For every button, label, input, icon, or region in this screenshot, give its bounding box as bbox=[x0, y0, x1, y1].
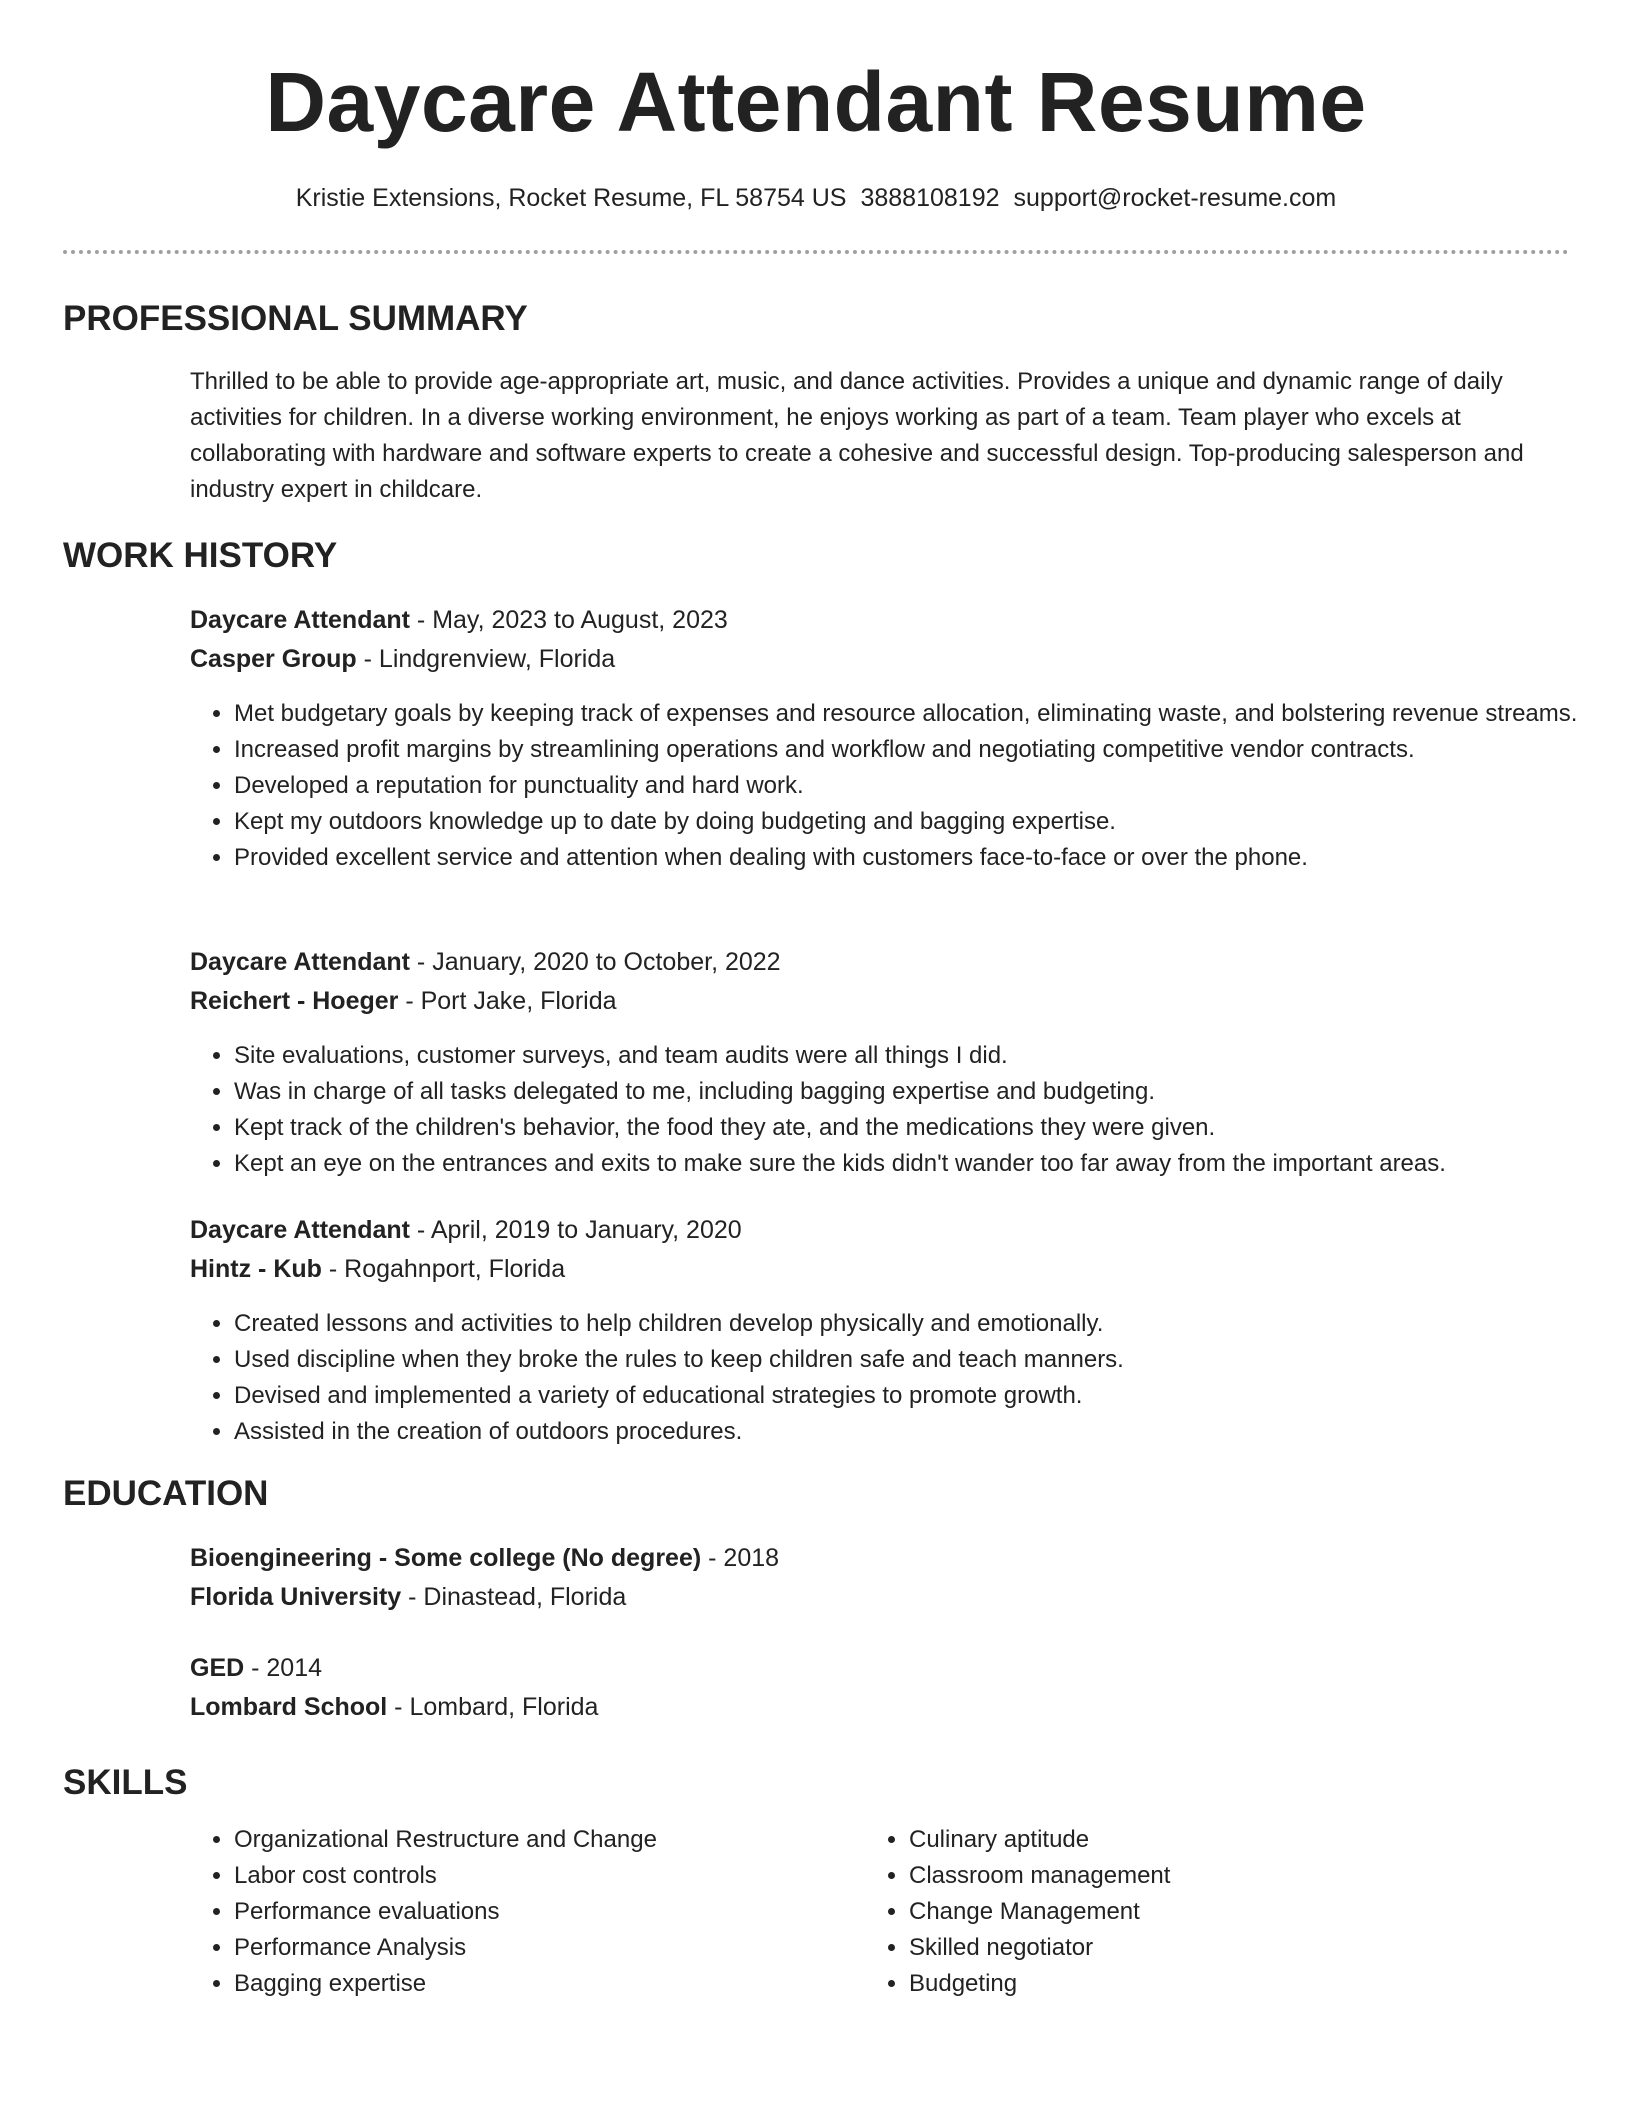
job-bullets bbox=[190, 1306, 1604, 1450]
section-title-summary: PROFESSIONAL SUMMARY bbox=[63, 299, 528, 338]
job-title: Daycare Attendant bbox=[190, 948, 410, 976]
skill-item: • Performance evaluations bbox=[234, 1894, 834, 1930]
list-item: • Met budgetary goals by keeping track of expenses and resource allocation, eliminating waste, and bolstering revenue streams. bbox=[234, 696, 1604, 732]
summary-text: Thrilled to be able to provide age-appropriate art, music, and dance activities. Provides a unique and dynamic range of daily activities for children. In a diverse working environment, he enjoys working as part of a team. Team player who excels at collaborating with hardware and software experts to create a cohesive and successful design. Top-producing salesperson and industry expert in childcare. bbox=[190, 368, 1524, 503]
education-degree-line bbox=[190, 1540, 779, 1576]
education-year: - 2018 bbox=[701, 1544, 780, 1572]
list-item: • Assisted in the creation of outdoors procedures. bbox=[234, 1414, 1604, 1450]
list-item: • Kept track of the children's behavior, the food they ate, and the medications they were given. bbox=[234, 1110, 1604, 1146]
education-degree: Bioengineering - Some college (No degree) bbox=[190, 1544, 702, 1572]
job-location: - Lindgrenview, Florida bbox=[356, 645, 616, 673]
job-company: Casper Group bbox=[190, 645, 357, 673]
skill-item: • Change Management bbox=[909, 1894, 1509, 1930]
education-degree: GED bbox=[190, 1654, 245, 1682]
contact-line bbox=[0, 180, 1632, 216]
contact-address: Kristie Extensions, Rocket Resume, FL 58754 US bbox=[295, 184, 847, 212]
job-bullets bbox=[190, 696, 1604, 876]
header-divider bbox=[63, 250, 1569, 254]
skill-item: • Organizational Restructure and Change bbox=[234, 1822, 834, 1858]
education-school: Lombard School bbox=[190, 1693, 388, 1721]
job-dates: - April, 2019 to January, 2020 bbox=[409, 1216, 742, 1244]
section-title-work-history: WORK HISTORY bbox=[63, 536, 338, 575]
job-company-line bbox=[190, 983, 617, 1019]
skill-item: • Performance Analysis bbox=[234, 1930, 834, 1966]
list-item: • Used discipline when they broke the rules to keep children safe and teach manners. bbox=[234, 1342, 1604, 1378]
skill-item: • Budgeting bbox=[909, 1966, 1509, 2002]
skills-list-left bbox=[190, 1822, 834, 2002]
education-degree-line bbox=[190, 1650, 322, 1686]
education-year: - 2014 bbox=[244, 1654, 323, 1682]
skills-list-right bbox=[865, 1822, 1509, 2002]
education-location: - Dinastead, Florida bbox=[401, 1583, 627, 1611]
job-title: Daycare Attendant bbox=[190, 606, 410, 634]
skill-item: • Labor cost controls bbox=[234, 1858, 834, 1894]
education-school-line bbox=[190, 1689, 598, 1725]
list-item: • Created lessons and activities to help children develop physically and emotionally. bbox=[234, 1306, 1604, 1342]
job-title: Daycare Attendant bbox=[190, 1216, 410, 1244]
job-title-line bbox=[190, 1212, 742, 1248]
job-title-line bbox=[190, 944, 781, 980]
list-item: • Kept an eye on the entrances and exits to make sure the kids didn't wander too far away from the important areas. bbox=[234, 1146, 1604, 1182]
job-dates: - January, 2020 to October, 2022 bbox=[409, 948, 781, 976]
job-company: Hintz - Kub bbox=[190, 1255, 322, 1283]
section-title-education: EDUCATION bbox=[63, 1474, 269, 1513]
education-school: Florida University bbox=[190, 1583, 402, 1611]
job-company: Reichert - Hoeger bbox=[190, 987, 399, 1015]
job-title-line bbox=[190, 602, 728, 638]
list-item: • Devised and implemented a variety of educational strategies to promote growth. bbox=[234, 1378, 1604, 1414]
skill-item: • Bagging expertise bbox=[234, 1966, 834, 2002]
job-company-line bbox=[190, 1251, 565, 1287]
page-title: Daycare Attendant Resume bbox=[265, 55, 1367, 149]
contact-email: support@rocket-resume.com bbox=[1013, 184, 1337, 212]
contact-phone: 3888108192 bbox=[860, 184, 1000, 212]
job-location: - Rogahnport, Florida bbox=[321, 1255, 566, 1283]
job-dates: - May, 2023 to August, 2023 bbox=[409, 606, 728, 634]
list-item: • Kept my outdoors knowledge up to date by doing budgeting and bagging expertise. bbox=[234, 804, 1604, 840]
list-item: • Increased profit margins by streamlining operations and workflow and negotiating competitive vendor contracts. bbox=[234, 732, 1604, 768]
skill-item: • Skilled negotiator bbox=[909, 1930, 1509, 1966]
job-company-line bbox=[190, 641, 615, 677]
job-location: - Port Jake, Florida bbox=[398, 987, 617, 1015]
list-item: • Provided excellent service and attention when dealing with customers face-to-face or over the phone. bbox=[234, 840, 1604, 876]
list-item: • Site evaluations, customer surveys, and team audits were all things I did. bbox=[234, 1038, 1604, 1074]
list-item: • Developed a reputation for punctuality and hard work. bbox=[234, 768, 1604, 804]
education-school-line bbox=[190, 1579, 626, 1615]
job-bullets bbox=[190, 1038, 1604, 1182]
skill-item: • Classroom management bbox=[909, 1858, 1509, 1894]
skill-item: • Culinary aptitude bbox=[909, 1822, 1509, 1858]
education-location: - Lombard, Florida bbox=[387, 1693, 599, 1721]
section-title-skills: SKILLS bbox=[63, 1763, 188, 1802]
list-item: • Was in charge of all tasks delegated to me, including bagging expertise and budgeting. bbox=[234, 1074, 1604, 1110]
